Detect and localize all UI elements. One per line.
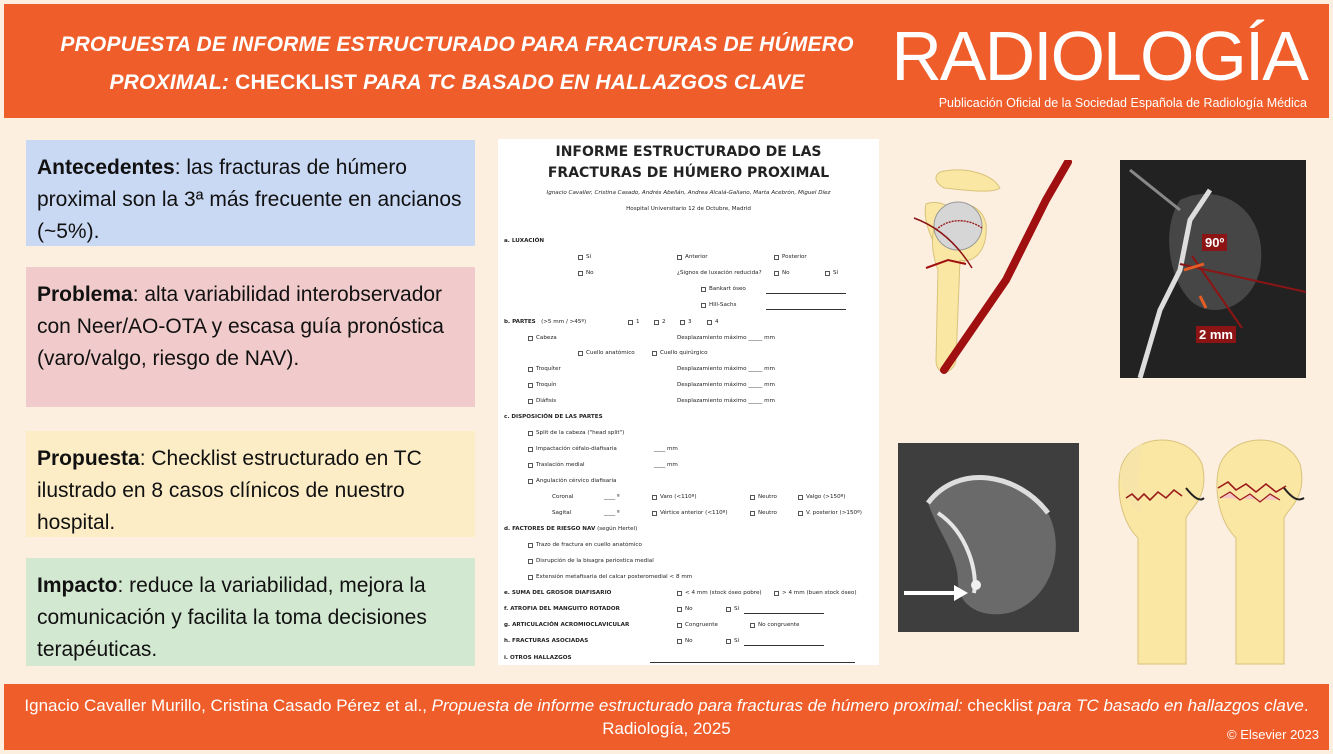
displacement-label: Desplazamiento máximo _____ mm (677, 398, 775, 404)
option-label: No congruente (758, 622, 800, 628)
option-label: Cuello anatómico (586, 350, 635, 356)
blank-line[interactable] (766, 309, 846, 310)
option-label: 1 (636, 319, 640, 325)
fracture-illustration-varus (1102, 428, 1216, 668)
card-propuesta (26, 431, 475, 537)
option-label: < 4 mm (stock óseo pobre) (685, 590, 762, 596)
section-h-heading: h. FRACTURAS ASOCIADAS (504, 638, 589, 644)
checkbox[interactable] (750, 623, 755, 628)
journal-name: RADIOLOGÍA (891, 17, 1307, 95)
option-label: Troquín (536, 382, 557, 388)
checkbox[interactable] (680, 320, 685, 325)
doc-hospital: Hospital Universitario 12 de Octubre, Madrid (626, 206, 751, 212)
checkbox[interactable] (654, 320, 659, 325)
poster-title (22, 26, 892, 102)
option-label: 2 (662, 319, 666, 325)
checkbox[interactable] (528, 559, 533, 564)
option-label: Diáfisis (536, 398, 557, 404)
option-label: Sí (734, 638, 740, 644)
option-label: No (586, 270, 594, 276)
option-label: Troquíter (536, 366, 561, 372)
option-label: No (685, 606, 693, 612)
option-label: V. posterior (>150º) (806, 510, 862, 516)
section-f-heading: f. ATROFIA DEL MANGUITO ROTADOR (504, 606, 620, 612)
citation-title-a: Propuesta de informe estructurado para fracturas de húmero proximal: (431, 696, 963, 715)
checkbox[interactable] (528, 479, 533, 484)
title-part-a: PROXIMAL: (109, 71, 230, 94)
section-d-heading: d. FACTORES DE RIESGO NAV (según Hertel) (504, 526, 638, 532)
checkbox[interactable] (528, 543, 533, 548)
checkbox[interactable] (677, 639, 682, 644)
checkbox[interactable] (528, 575, 533, 580)
card-text: : Checklist estructurado en TC ilustrado en 8 casos clínicos de nuestro hospital. (37, 447, 422, 534)
checkbox[interactable] (750, 495, 755, 500)
checkbox[interactable] (677, 607, 682, 612)
doc-title (498, 142, 879, 184)
distance-label: 2 mm (1196, 326, 1236, 343)
option-label: Hill-Sachs (709, 302, 737, 308)
checkbox[interactable] (701, 287, 706, 292)
section-e-heading: e. SUMA DEL GROSOR DIAFISARIO (504, 590, 612, 596)
checkbox[interactable] (578, 255, 583, 260)
checkbox[interactable] (528, 463, 533, 468)
blank-line[interactable] (744, 645, 824, 646)
checkbox[interactable] (750, 511, 755, 516)
section-a-heading: a. LUXACIÓN (504, 238, 545, 244)
section-c-heading: c. DISPOSICIÓN DE LAS PARTES (504, 414, 603, 420)
option-label: Sí (833, 270, 839, 276)
title-part-b: CHECKLIST (235, 71, 358, 94)
section-b-heading: b. PARTES (>5 mm / >45º) (504, 319, 587, 325)
option-label: Valgo (>150º) (806, 494, 846, 500)
checkbox[interactable] (707, 320, 712, 325)
option-label: No (782, 270, 790, 276)
blank-line[interactable] (744, 613, 824, 614)
card-problema (26, 267, 475, 407)
doc-authors: Ignacio Cavaller, Cristina Casado, Andrés Abellán, Andrea Alcalá-Galiano, Marta Acebrón, Miguel Díez (546, 190, 831, 196)
option-label: Congruente (685, 622, 718, 628)
option-label: Sí (734, 606, 740, 612)
section-i-heading: i. OTROS HALLAZGOS (504, 655, 572, 661)
card-text: : reduce la variabilidad, mejora la comunicación y facilita la toma decisiones terapéuticas. (37, 574, 427, 661)
option-label: 4 (715, 319, 719, 325)
card-antecedentes (26, 140, 475, 246)
plane-label: Sagital (552, 510, 572, 516)
checkbox[interactable] (726, 639, 731, 644)
option-label: Disrupción de la bisagra periostica medial (536, 558, 654, 564)
option-label: Sí (586, 254, 592, 260)
checkbox[interactable] (825, 271, 830, 276)
fracture-illustration-valgus (1200, 428, 1314, 668)
checkbox[interactable] (652, 351, 657, 356)
option-label: Posterior (782, 254, 807, 260)
value-blank: ____ º (604, 494, 620, 500)
doc-title-line2: FRACTURAS DE HÚMERO PROXIMAL (547, 165, 830, 181)
copyright: © Elsevier 2023 (1227, 727, 1319, 742)
checkbox[interactable] (528, 336, 533, 341)
card-text: : las fracturas de húmero proximal son la 3ª más frecuente en ancianos (~5%). (37, 156, 462, 243)
title-line-2 (22, 64, 892, 102)
checkbox[interactable] (628, 320, 633, 325)
footer-banner (4, 684, 1329, 750)
checkbox[interactable] (677, 255, 682, 260)
value-blank: ____ mm (654, 462, 678, 468)
value-blank: ____ mm (654, 446, 678, 452)
checkbox[interactable] (774, 591, 779, 596)
checkbox[interactable] (798, 511, 803, 516)
option-label: Cuello quirúrgico (660, 350, 708, 356)
option-label: Vértice anterior (<110º) (660, 510, 728, 516)
journal-subtitle: Publicación Oficial de la Sociedad Española de Radiología Médica (938, 96, 1307, 110)
displacement-label: Desplazamiento máximo _____ mm (677, 366, 775, 372)
option-label: 3 (688, 319, 692, 325)
checkbox[interactable] (528, 399, 533, 404)
option-label: Impactación céfalo-diafisaria (536, 446, 617, 452)
checklist-document (498, 139, 879, 665)
blank-line[interactable] (766, 293, 846, 294)
option-label: > 4 mm (buen stock óseo) (782, 590, 857, 596)
card-label: Antecedentes (37, 156, 175, 179)
checkbox[interactable] (528, 383, 533, 388)
citation (14, 694, 1319, 740)
blank-line[interactable] (650, 662, 855, 663)
option-label: Angulación cérvico diafisaria (536, 478, 617, 484)
doc-title-line1: INFORME ESTRUCTURADO DE LAS (555, 144, 822, 160)
ct-image-angle (1120, 160, 1306, 378)
option-label: Varo (<110º) (660, 494, 697, 500)
checkbox[interactable] (701, 303, 706, 308)
checkbox[interactable] (578, 351, 583, 356)
displacement-label: Desplazamiento máximo _____ mm (677, 382, 775, 388)
checkbox[interactable] (774, 271, 779, 276)
checkbox[interactable] (578, 271, 583, 276)
checkbox[interactable] (528, 447, 533, 452)
option-label: Bankart óseo (709, 286, 746, 292)
checkbox[interactable] (726, 607, 731, 612)
header-banner (4, 4, 1329, 118)
checkbox[interactable] (528, 431, 533, 436)
checkbox[interactable] (652, 511, 657, 516)
option-label: Neutro (758, 494, 777, 500)
checkbox[interactable] (677, 591, 682, 596)
plane-label: Coronal (552, 494, 574, 500)
option-label: No (685, 638, 693, 644)
citation-title-b: checklist (962, 696, 1038, 715)
card-label: Problema (37, 283, 133, 306)
title-part-c: PARA TC BASADO EN HALLAZGOS CLAVE (363, 71, 805, 94)
option-label: Traslación medial (536, 462, 585, 468)
value-blank: ____ º (604, 510, 620, 516)
section-g-heading: g. ARTICULACIÓN ACROMIOCLAVICULAR (504, 622, 630, 628)
option-label: Split de la cabeza ("head split") (536, 430, 625, 436)
checkbox[interactable] (652, 495, 657, 500)
card-label: Impacto (37, 574, 118, 597)
option-label: Trazo de fractura en cuello anatómico (536, 542, 642, 548)
option-label: Anterior (685, 254, 708, 260)
displacement-label: Desplazamiento máximo _____ mm (677, 335, 775, 341)
citation-authors: Ignacio Cavaller Murillo, Cristina Casado Pérez et al., (24, 696, 432, 715)
citation-journal: . Radiología, 2025 (602, 696, 1309, 738)
citation-title-c: para TC basado en hallazgos clave (1037, 696, 1304, 715)
title-line-1: PROPUESTA DE INFORME ESTRUCTURADO PARA FRACTURAS DE HÚMERO (60, 33, 854, 56)
checkbox[interactable] (774, 255, 779, 260)
ct-image-arrow (898, 443, 1079, 632)
question-label: ¿Signos de luxación reducida? (677, 270, 762, 276)
journal-logo (891, 18, 1307, 110)
card-text: : alta variabilidad interobservador con Neer/AO-OTA y escasa guía pronóstica (varo/valgo, riesgo de NAV). (37, 283, 444, 370)
checkbox[interactable] (798, 495, 803, 500)
option-label: Neutro (758, 510, 777, 516)
card-label: Propuesta (37, 447, 140, 470)
option-label: Extensión metafisaria del calcar posteromedial < 8 mm (536, 574, 693, 580)
angle-label: 90º (1202, 234, 1227, 251)
shoulder-illustration (896, 160, 1096, 398)
checkbox[interactable] (528, 367, 533, 372)
card-impacto (26, 558, 475, 666)
checkbox[interactable] (677, 623, 682, 628)
option-label: Cabeza (536, 335, 557, 341)
